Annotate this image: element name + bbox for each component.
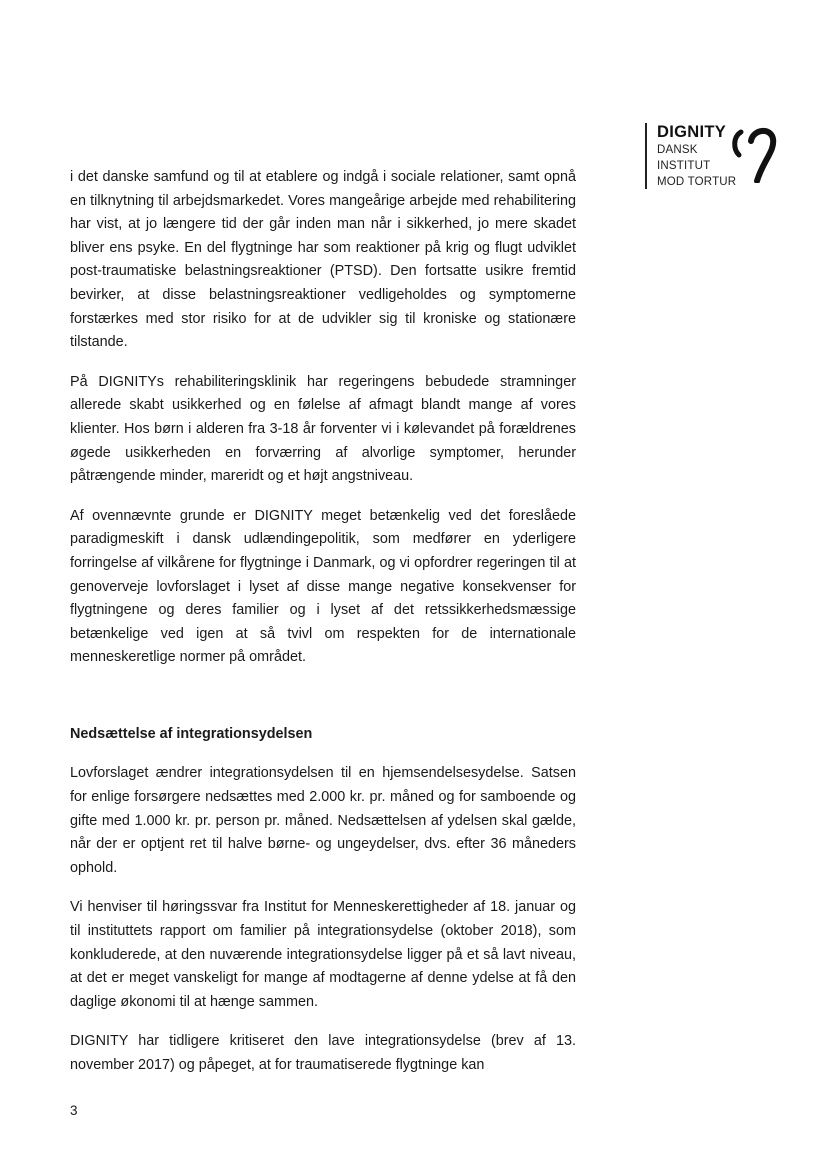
logo-line-institut: INSTITUT: [657, 160, 711, 172]
letter-body: [70, 166, 576, 1094]
section-paragraph-2: Vi henviser til høringssvar fra Institut for Menneskerettigheder af 18. januar og til instituttets rapport om familier på integrationsydelse (oktober 2018), som konkluderede, at den nuværende integrationsydelse ligger på et så lavt niveau, at det er meget vanskeligt for mange af modtagerne af denne ydelse at få den daglige økonomi til at hænge sammen.: [70, 899, 576, 1010]
dignity-logo-mark-icon: [731, 123, 783, 183]
paragraph-3: Af ovennævnte grunde er DIGNITY meget betænkelig ved det foreslåede paradigmeskift i dansk udlændingepolitik, som medfører en yderligere forringelse af vilkårene for flygtninge i Danmark, og vi opfordrer regeringen til at genoverveje lovforslaget i lyset af disse mange negative konsekvenser for flygtningene og deres familier og i lyset af det retssikkerhedsmæssige betænkelige ved igen at så tvivl om respekten for de internationale menneskeretlige normer på området.: [70, 507, 576, 666]
section-heading: Nedsættelse af integrationsydelsen: [70, 725, 313, 742]
dignity-logo: [645, 123, 795, 195]
logo-divider: [645, 123, 647, 189]
paragraph-2: På DIGNITYs rehabiliteringsklinik har regeringens bebudede stramninger allerede skabt usikkerhed og en følelse af afmagt blandt mange af vores klienter. Hos børn i alderen fra 3-18 år forventer vi i kølevandet på forældrenes øgede usikkerheden en forværring af alvorlige symptomer, herunder påtrængende minder, mareridt og et højt angstniveau.: [70, 373, 576, 485]
paragraph-1: i det danske samfund og til at etablere og indgå i sociale relationer, samt opnå en tilknytning til arbejdsmarkedet. Vores mangeårige arbejde med rehabilitering har vist, at jo længere tid der går inden man når i sikkerhed, jo mere skadet bliver ens psyke. En del flygtninge har som reaktioner på krig og flugt udviklet post-traumatiske belastningsreaktioner (PTSD). Den fortsatte usikre fremtid bevirker, at disse belastningsreaktioner vedligeholdes og symptomerne forstærkes med stor risiko for at de udvikler sig til kroniske og stationære tilstande.: [70, 169, 576, 351]
logo-line-dansk: DANSK: [657, 144, 698, 156]
logo-line-mod-tortur: MOD TORTUR: [657, 176, 737, 188]
section-paragraph-3: DIGNITY har tidligere kritiseret den lave integrationsydelse (brev af 13. november 2017) og påpeget, at for traumatiserede flygtninge kan: [70, 1033, 576, 1073]
logo-title: DIGNITY: [657, 123, 727, 141]
section-paragraph-1: Lovforslaget ændrer integrationsydelsen til en hjemsendelsesydelse. Satsen for enlige forsørgere nedsættes med 2.000 kr. pr. måned og for samboende og gifte med 1.000 kr. pr. person pr. måned. Nedsættelsen af ydelsen skal gælde, når der er optjent ret til halve børne- og ungeydelser, dvs. efter 36 måneders ophold.: [70, 765, 576, 876]
page-number: 3: [70, 1103, 78, 1118]
